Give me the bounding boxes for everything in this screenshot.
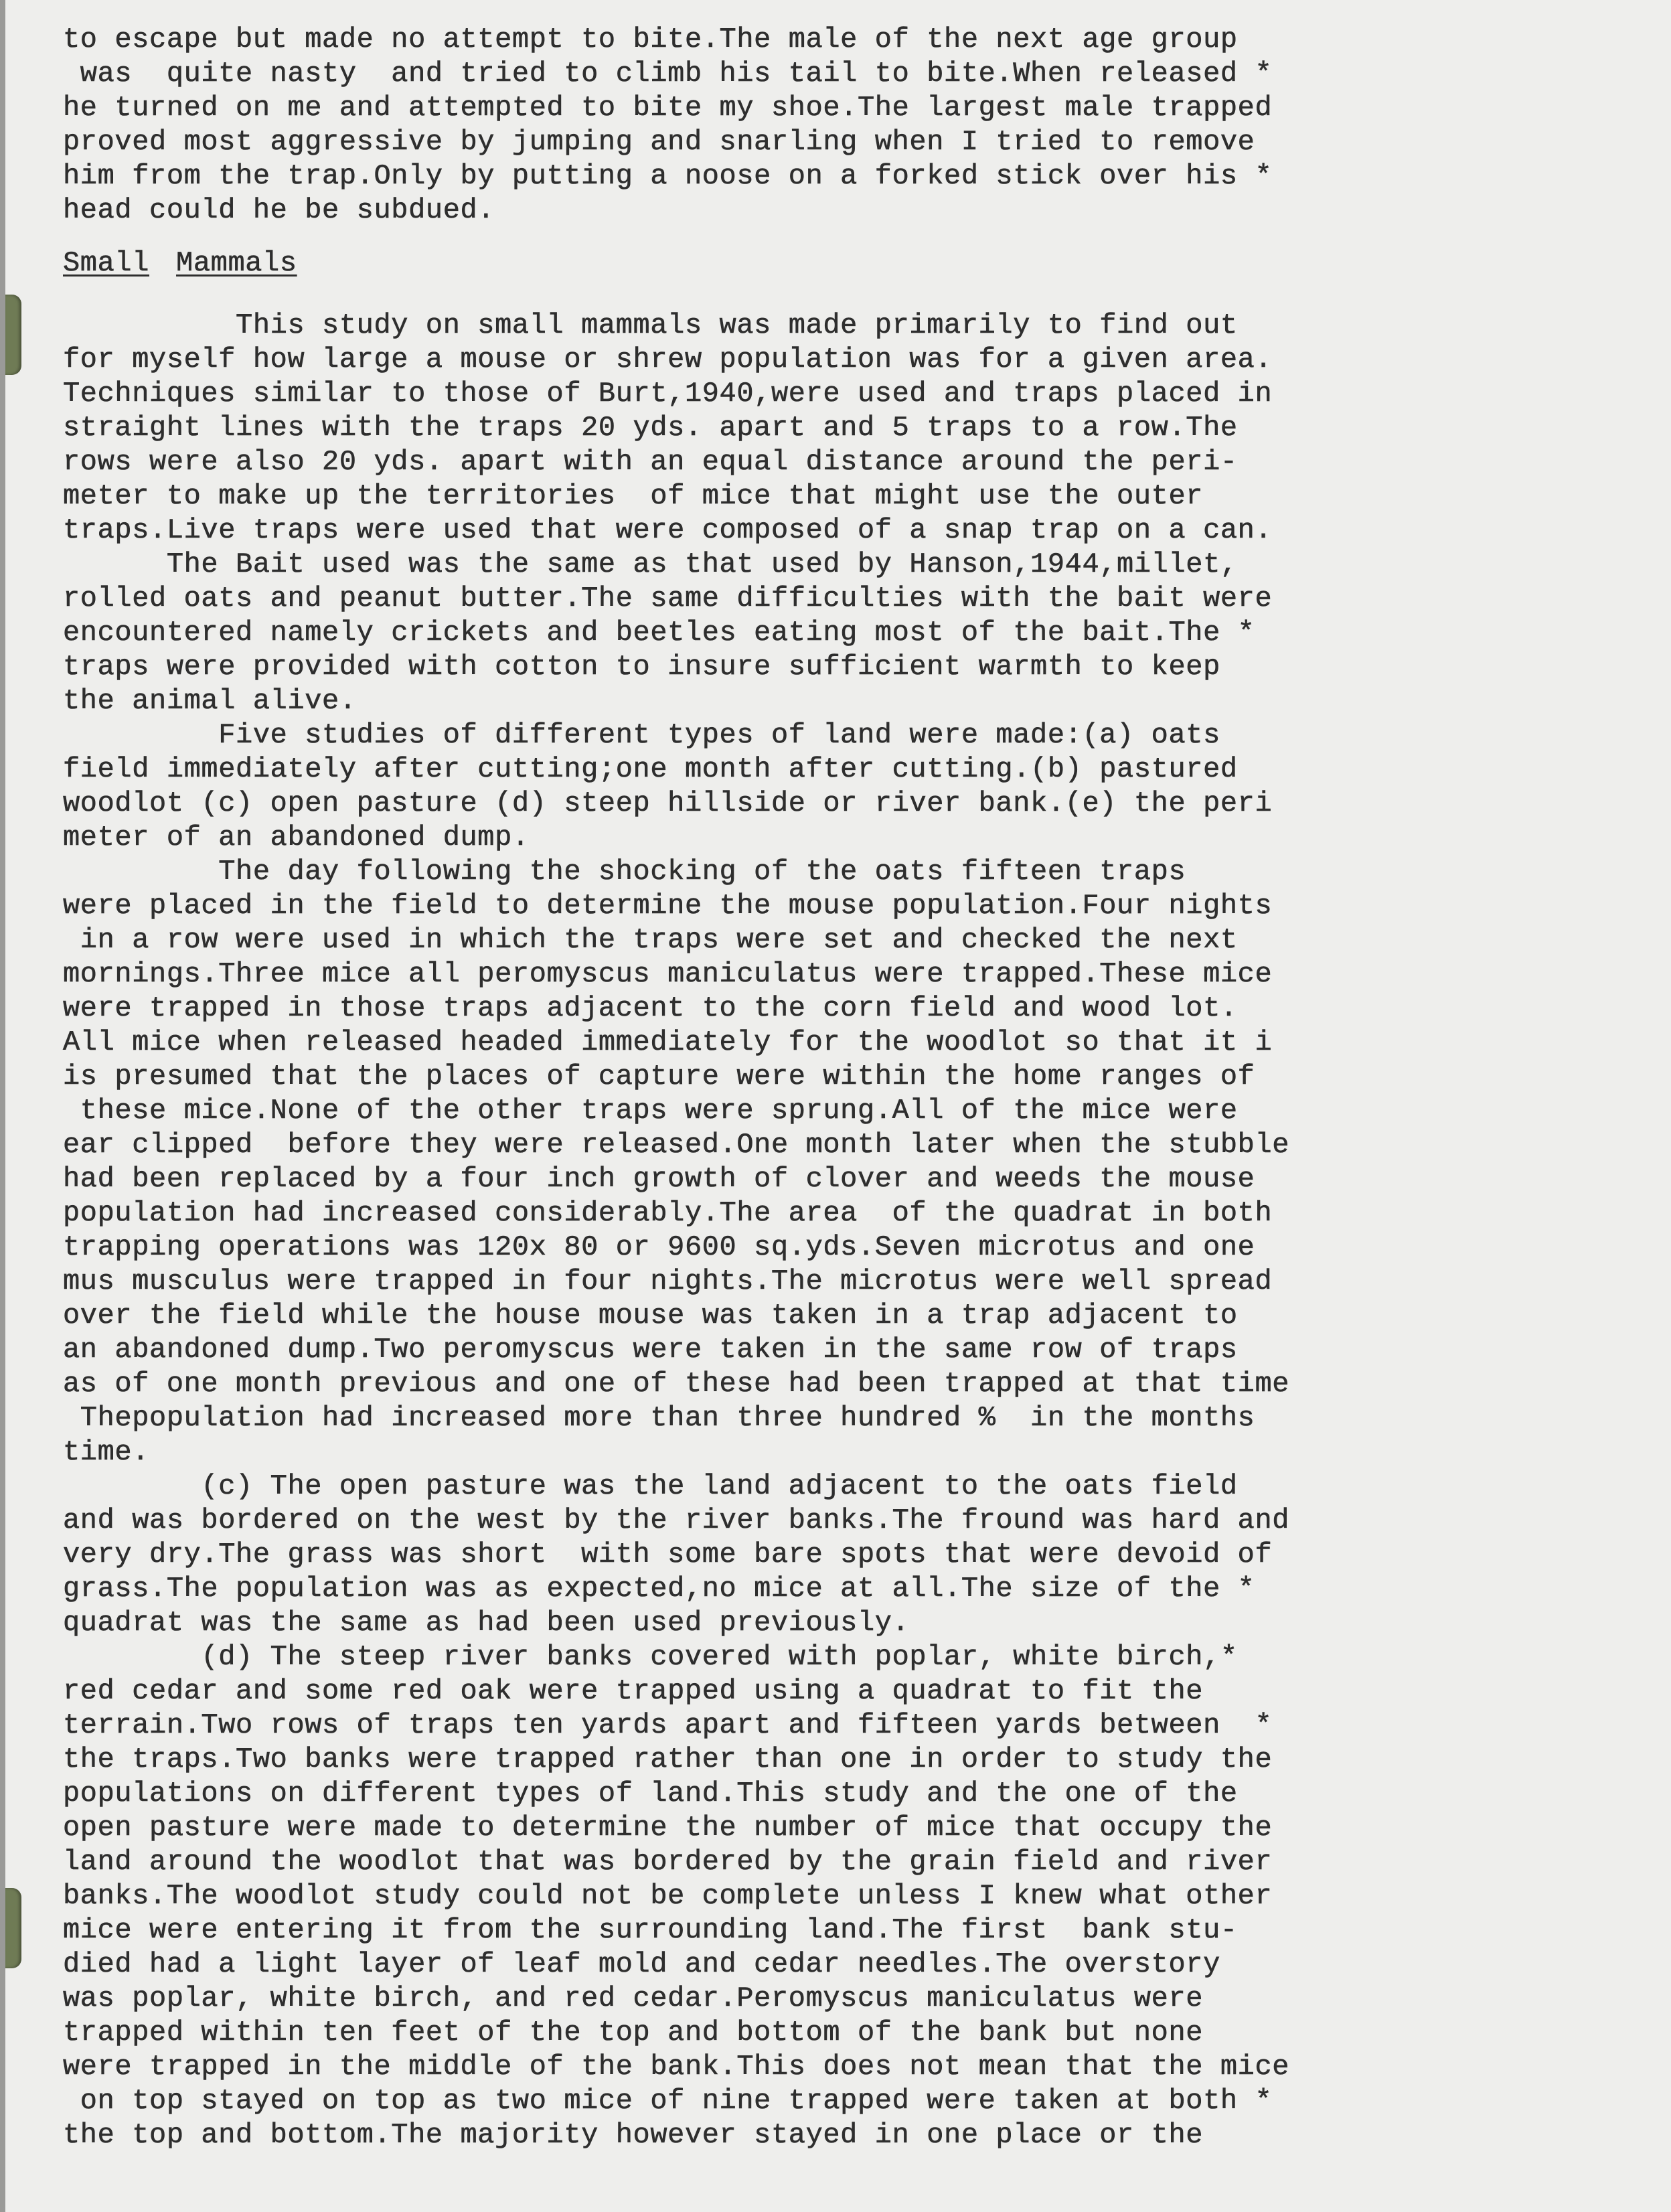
text-line: open pasture were made to determine the number of mice that occupy the [63,1812,1273,1844]
text-line: Techniques similar to those of Burt,1940,were used and traps placed in [63,378,1273,410]
text-line: rows were also 20 yds. apart with an equal distance around the peri- [63,446,1238,478]
text-line: ear clipped before they were released.One month later when the stubble [63,1129,1290,1161]
text-line: on top stayed on top as two mice of nine trapped were taken at both * [63,2085,1273,2117]
binding-ring-bottom [5,1888,21,1968]
text-line: (c) The open pasture was the land adjacent to the oats field [63,1470,1238,1502]
text-line: Thepopulation had increased more than three hundred % in the months [63,1402,1255,1434]
text-line: traps were provided with cotton to insure sufficient warmth to keep [63,651,1220,683]
text-line: banks.The woodlot study could not be complete unless I knew what other [63,1880,1273,1912]
text-line: Five studies of different types of land were made:(a) oats [63,719,1220,751]
text-line: were trapped in the middle of the bank.This does not mean that the mice [63,2051,1290,2083]
text-line: trapping operations was 120x 80 or 9600 sq.yds.Seven microtus and one [63,1231,1255,1263]
section-body [63,309,1656,2152]
text-line: This study on small mammals was made primarily to find out [63,309,1238,341]
text-line: straight lines with the traps 20 yds. apart and 5 traps to a row.The [63,412,1238,444]
text-line: the traps.Two banks were trapped rather than one in order to study the [63,1743,1273,1775]
text-line: as of one month previous and one of these had been trapped at that time [63,1368,1290,1400]
text-line: field immediately after cutting;one month after cutting.(b) pastured [63,753,1238,785]
text-line: encountered namely crickets and beetles eating most of the bait.The * [63,617,1255,649]
text-line: to escape but made no attempt to bite.The male of the next age group [63,23,1238,56]
text-line: mornings.Three mice all peromyscus maniculatus were trapped.These mice [63,958,1273,990]
text-line: died had a light layer of leaf mold and cedar needles.The overstory [63,1948,1220,1980]
text-line: over the field while the house mouse was taken in a trap adjacent to [63,1299,1238,1332]
text-line: red cedar and some red oak were trapped using a quadrat to fit the [63,1675,1204,1707]
text-line: The Bait used was the same as that used by Hanson,1944,millet, [63,548,1238,580]
text-line: him from the trap.Only by putting a noose on a forked stick over his * [63,160,1273,192]
intro-paragraph [63,23,1656,228]
text-line: trapped within ten feet of the top and bottom of the bank but none [63,2017,1204,2049]
text-line: populations on different types of land.This study and the one of the [63,1778,1238,1810]
document-body [63,23,1656,2152]
text-line: woodlot (c) open pasture (d) steep hillside or river bank.(e) the peri [63,787,1273,819]
text-line: terrain.Two rows of traps ten yards apart and fifteen yards between * [63,1709,1273,1741]
text-line: was poplar, white birch, and red cedar.Peromyscus maniculatus were [63,1982,1204,2014]
text-line: in a row were used in which the traps were set and checked the next [63,924,1238,956]
text-line: proved most aggressive by jumping and snarling when I tried to remove [63,126,1255,158]
text-line: The day following the shocking of the oats fifteen traps [63,856,1186,888]
text-line: for myself how large a mouse or shrew population was for a given area. [63,343,1273,376]
text-line: had been replaced by a four inch growth of clover and weeds the mouse [63,1163,1255,1195]
text-line: were trapped in those traps adjacent to the corn field and wood lot. [63,992,1238,1024]
text-line: is presumed that the places of capture were within the home ranges of [63,1060,1255,1093]
text-line: the top and bottom.The majority however stayed in one place or the [63,2119,1204,2151]
text-line: an abandoned dump.Two peromyscus were taken in the same row of traps [63,1334,1238,1366]
text-line: population had increased considerably.The area of the quadrat in both [63,1197,1273,1229]
text-line: very dry.The grass was short with some bare spots that were devoid of [63,1538,1273,1571]
text-line: the animal alive. [63,685,357,717]
text-line: and was bordered on the west by the river banks.The fround was hard and [63,1504,1290,1536]
heading-word-small: Small [63,247,150,279]
text-line: (d) The steep river banks covered with poplar, white birch,* [63,1641,1238,1673]
text-line: head could he be subdued. [63,194,495,226]
text-line: quadrat was the same as had been used previously. [63,1607,910,1639]
section-heading [63,246,1656,281]
text-line: time. [63,1436,150,1468]
text-line: mus musculus were trapped in four nights.The microtus were well spread [63,1265,1273,1297]
text-line: meter to make up the territories of mice that might use the outer [63,480,1204,512]
text-line: land around the woodlot that was bordered by the grain field and river [63,1846,1273,1878]
text-line: these mice.None of the other traps were sprung.All of the mice were [63,1095,1238,1127]
text-line: was quite nasty and tried to climb his tail to bite.When released * [63,58,1273,90]
text-line: grass.The population was as expected,no mice at all.The size of the * [63,1573,1255,1605]
text-line: he turned on me and attempted to bite my shoe.The largest male trapped [63,92,1273,124]
text-line: meter of an abandoned dump. [63,821,530,854]
text-line: were placed in the field to determine the mouse population.Four nights [63,890,1273,922]
text-line: All mice when released headed immediately for the woodlot so that it i [63,1026,1273,1058]
text-line: rolled oats and peanut butter.The same difficulties with the bait were [63,582,1273,615]
binding-ring-top [5,295,21,375]
text-line: traps.Live traps were used that were composed of a snap trap on a can. [63,514,1273,546]
text-line: mice were entering it from the surrounding land.The first bank stu- [63,1914,1238,1946]
heading-word-mammals: Mammals [176,247,297,279]
